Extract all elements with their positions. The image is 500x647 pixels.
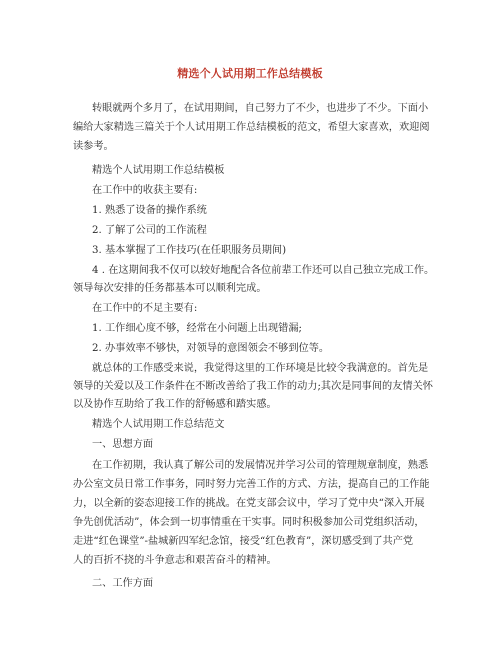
subheading: 一、思想方面 [92, 439, 154, 450]
document-title: 精选个人试用期工作总结模板 [177, 67, 323, 80]
subheading: 二、工作方面 [92, 578, 154, 589]
list-item: 4 . 在这期间我不仅可以较好地配合各位前辈工作还可以自己独立完成工作。 [92, 265, 435, 276]
intro-line: 读参考。 [73, 141, 114, 152]
section-heading: 精选个人试用期工作总结范文 [92, 419, 225, 430]
list-item: 1. 工作细心度不够，经常在小问题上出现错漏; [92, 323, 302, 334]
summary-line: 领导的关爱以及工作条件在不断改善给了我工作的动力;其次是同事间的友情关怀 [73, 381, 433, 392]
summary-line: 以及协作互助给了我工作的舒畅感和踏实感。 [73, 399, 277, 410]
section-heading: 精选个人试用期工作总结模板 [92, 165, 225, 176]
paragraph-line: 走进“红色课堂”-盐城新四军纪念馆，接受“红色教育”，深切感受到了共产党 [73, 536, 414, 547]
paragraph-line: 力，以全新的姿态迎接工作的挑战。在党支部会议中，学习了党中央“深入开展 [73, 498, 425, 509]
paragraph-line: 在工作初期，我认真了解公司的发展情况并学习公司的管理规章制度，熟悉 [92, 460, 429, 471]
paragraph-line: 人的百折不挠的斗争意志和艰苦奋斗的精神。 [73, 555, 277, 566]
paragraph-line: 办公室文员日常工作事务，同时努力完善工作的方式、方法，提高自己的工作能 [73, 479, 430, 490]
list-item: 2. 了解了公司的工作流程 [92, 225, 207, 236]
summary-line: 就总体的工作感受来说，我觉得这里的工作环境是比较令我满意的。首先是 [92, 363, 429, 374]
paragraph-line: 争先创优活动”，体会到一切事情重在干实事。同时积极参加公司党组织活动， [73, 517, 425, 528]
intro-line: 编给大家精选三篇关于个人试用期工作总结模板的范文，希望大家喜欢，欢迎阅 [73, 122, 430, 133]
list-item: 1. 熟悉了设备的操作系统 [92, 205, 207, 216]
shortcomings-heading: 在工作中的不足主要有: [92, 303, 198, 314]
intro-line: 转眼就两个多月了，在试用期间，自己努力了不少，也进步了不少。下面小 [92, 103, 429, 114]
list-item: 3. 基本掌握了工作技巧(在任职服务员期间) [92, 245, 287, 256]
list-item: 2. 办事效率不够快，对领导的意图领会不够到位等。 [92, 343, 330, 354]
gains-heading: 在工作中的收获主要有: [92, 185, 198, 196]
list-item-continuation: 领导每次安排的任务都基本可以顺利完成。 [73, 283, 267, 294]
